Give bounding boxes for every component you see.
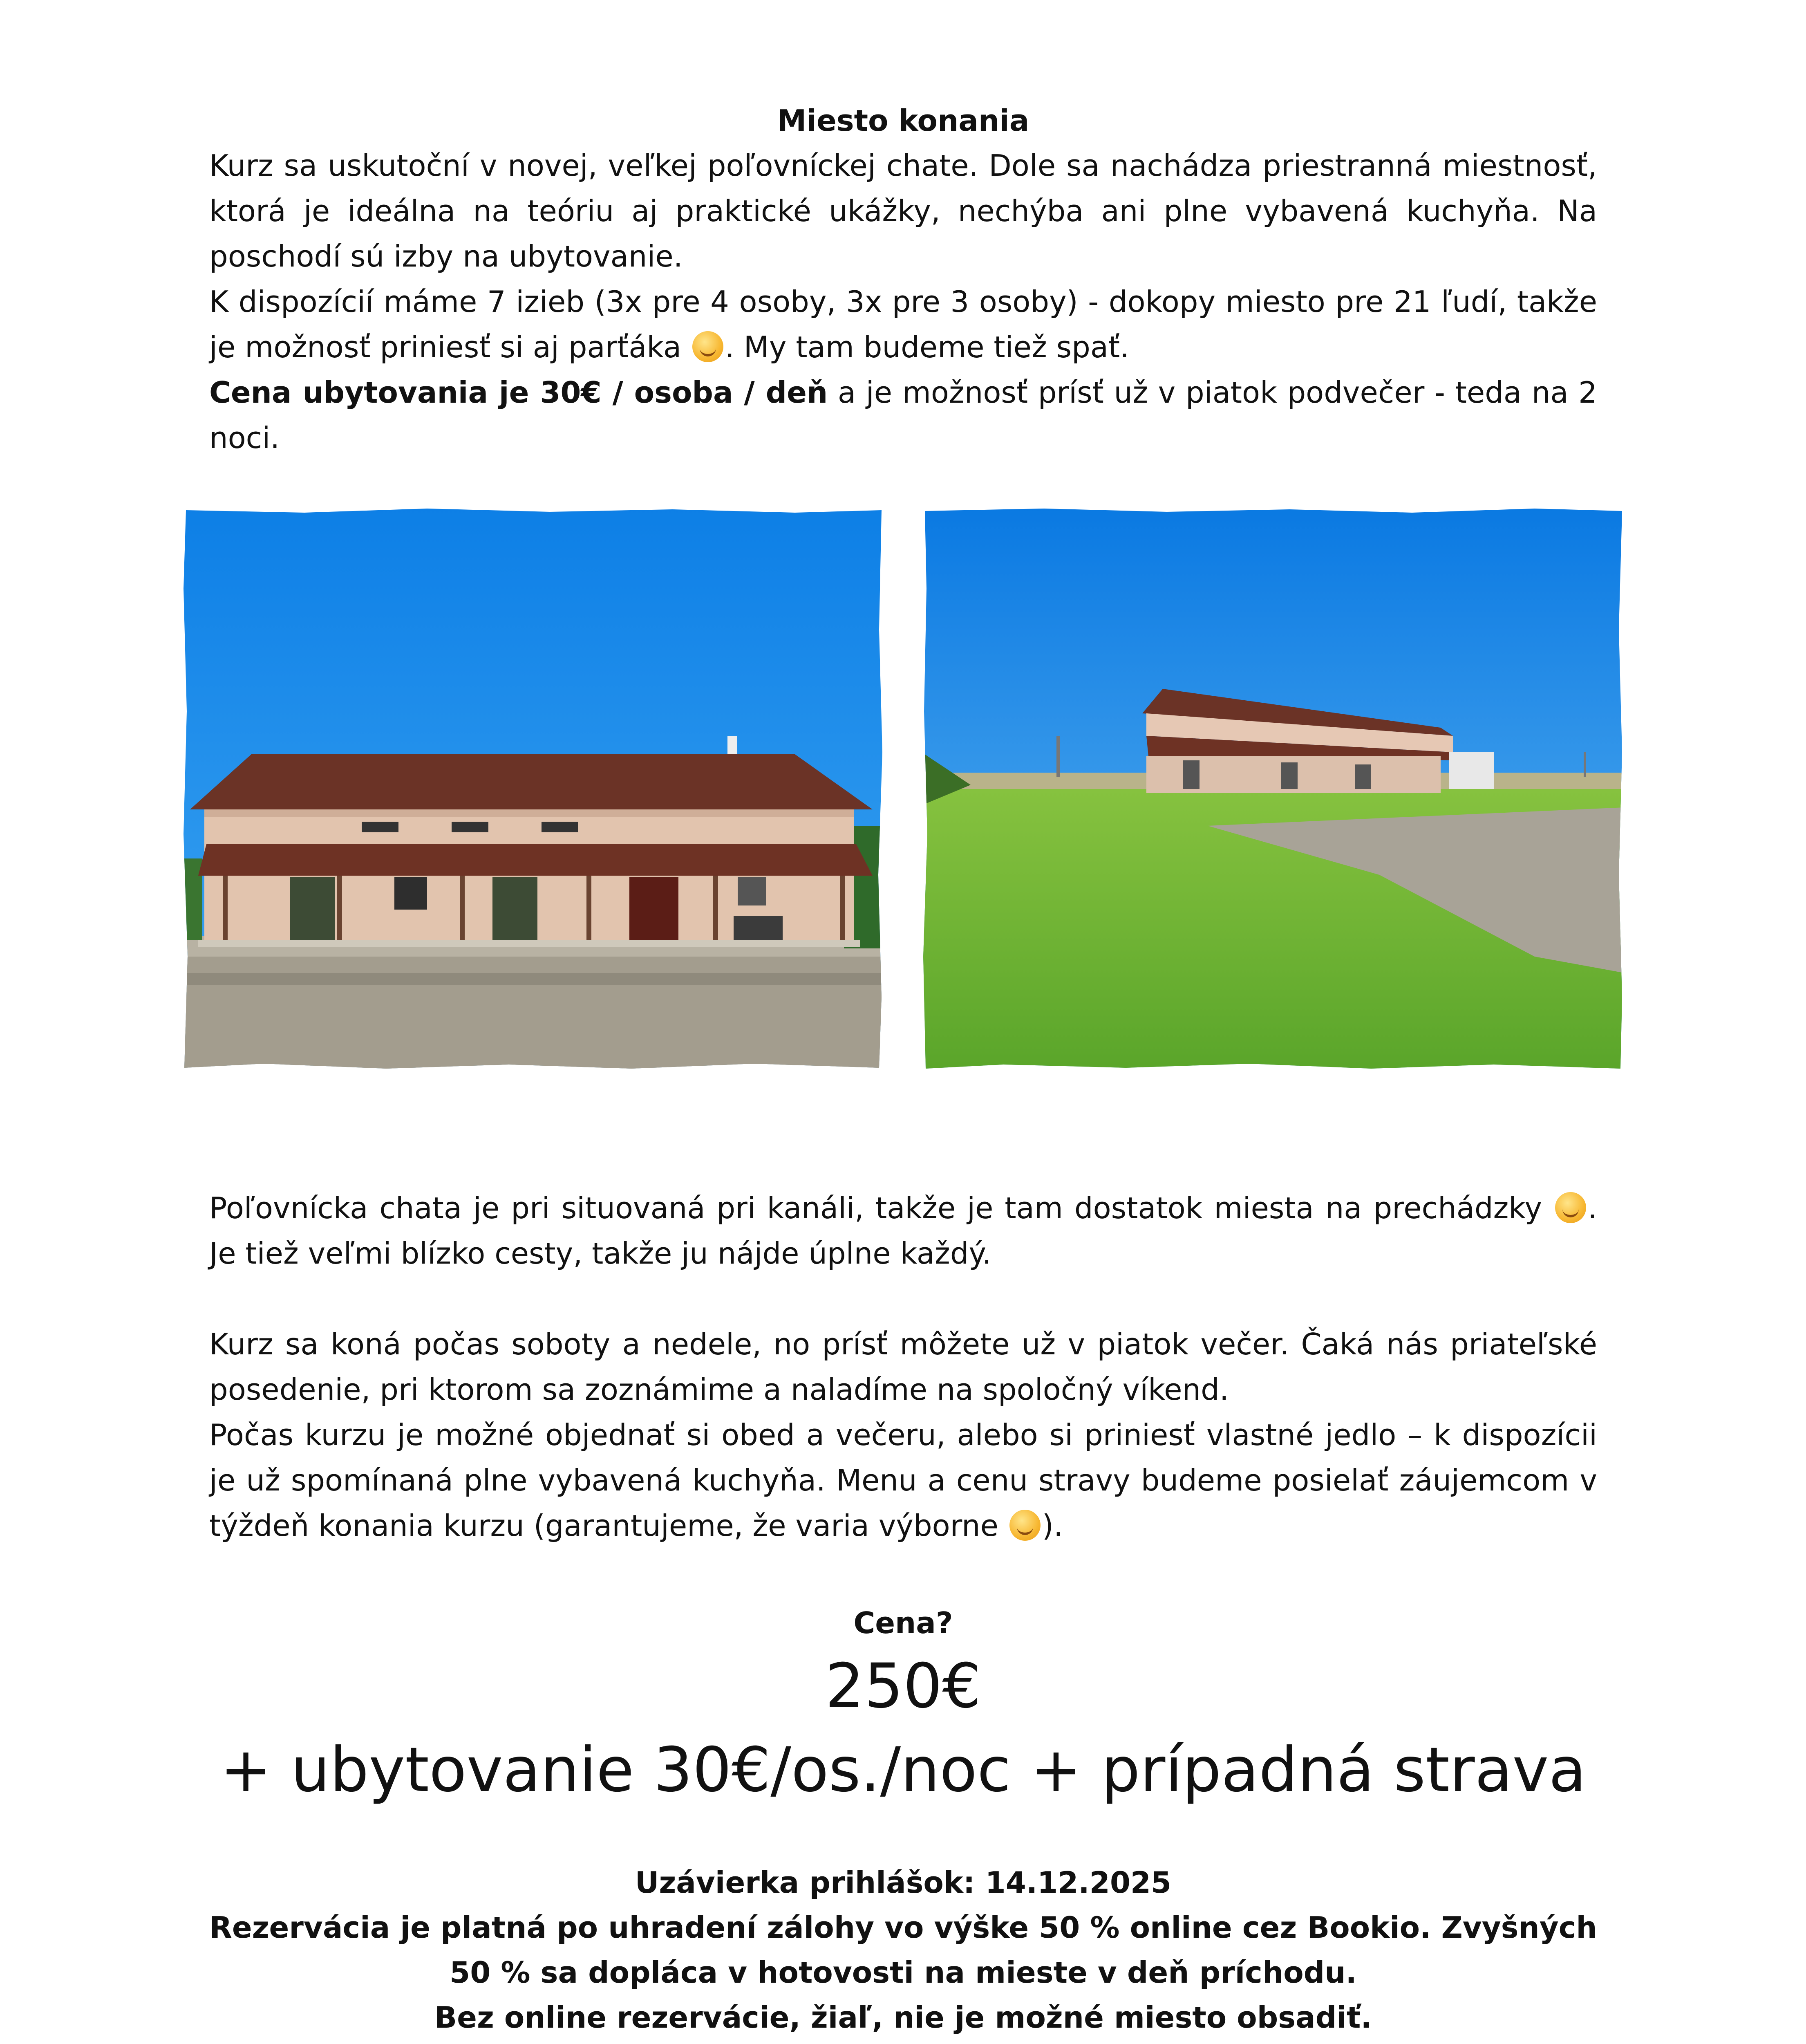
- accommodation-price: Cena ubytovania je 30€ / osoba / deň: [209, 375, 828, 410]
- venue-para-3: Cena ubytovania je 30€ / osoba / deň a je možnosť prísť už v piatok podvečer - teda na 2 noci.: [209, 375, 1597, 455]
- price-section: [209, 1600, 1597, 1813]
- venue-text: [209, 143, 1597, 461]
- spacer: [209, 1276, 1597, 1322]
- lodge-photo-front: [182, 507, 885, 1071]
- price-label: Cena?: [853, 1606, 953, 1640]
- details-para-1: Poľovnícka chata je pri situovaná pri kanáli, takže je tam dostatok miesta na prechádzky . Je tiež veľmi blízko cesty, takže ju nájde úplne každý.: [209, 1191, 1597, 1271]
- booking-online-only: Bez online rezervácie, žiaľ, nie je možné miesto obsadiť.: [434, 2000, 1372, 2035]
- smiling-face-icon: [1555, 1192, 1586, 1223]
- booking-deposit: Rezervácia je platná po uhradení zálohy vo výške 50 % online cez Bookio. Zvyšných 50 % sa dopláca v hotovosti na mieste v deň príchodu.: [209, 1910, 1597, 1990]
- venue-title: Miesto konania: [777, 103, 1029, 138]
- booking-minimum: [209, 2040, 1597, 2044]
- details-section: [209, 1186, 1597, 1549]
- venue-para-1: Kurz sa uskutoční v novej, veľkej poľovníckej chate. Dole sa nachádza priestranná miestnosť, ktorá je ideálna na teóriu aj praktické ukážky, nechýba ani plne vybavená kuchyňa. Na poschodí sú izby na ubytovanie.: [209, 148, 1597, 273]
- lodge-photo-front-image: [182, 507, 885, 1071]
- details-para-3: Počas kurzu je možné objednať si obed a večeru, alebo si priniesť vlastné jedlo – k dispozícii je už spomínaná plne vybavená kuchyňa. Menu a cenu stravy budeme posielať záujemcom v týždeň konania kurzu (garantujeme, že varia výborne ).: [209, 1418, 1597, 1543]
- winking-face-icon: [1009, 1510, 1041, 1541]
- lodge-photo-side: [922, 507, 1625, 1071]
- lodge-photo-side-image: [922, 507, 1625, 1071]
- venue-para-2: K dispozícií máme 7 izieb (3x pre 4 osoby, 3x pre 3 osoby) - dokopy miesto pre 21 ľudí, takže je možnosť priniesť si aj parťáka . My tam budeme tiež spať.: [209, 285, 1597, 364]
- price-extras: + ubytovanie 30€/os./noc + prípadná strava: [220, 1735, 1587, 1806]
- smiling-face-icon: [692, 331, 723, 362]
- venue-section: [209, 98, 1597, 461]
- details-para-2: Kurz sa koná počas soboty a nedele, no prísť môžete už v piatok večer. Čaká nás priateľské posedenie, pri ktorom sa zoznámime a naladíme na spoločný víkend.: [209, 1327, 1597, 1407]
- booking-deadline: Uzávierka prihlášok: 14.12.2025: [635, 1865, 1172, 1900]
- price-amount: 250€: [825, 1651, 981, 1722]
- booking-section: [209, 1860, 1597, 2044]
